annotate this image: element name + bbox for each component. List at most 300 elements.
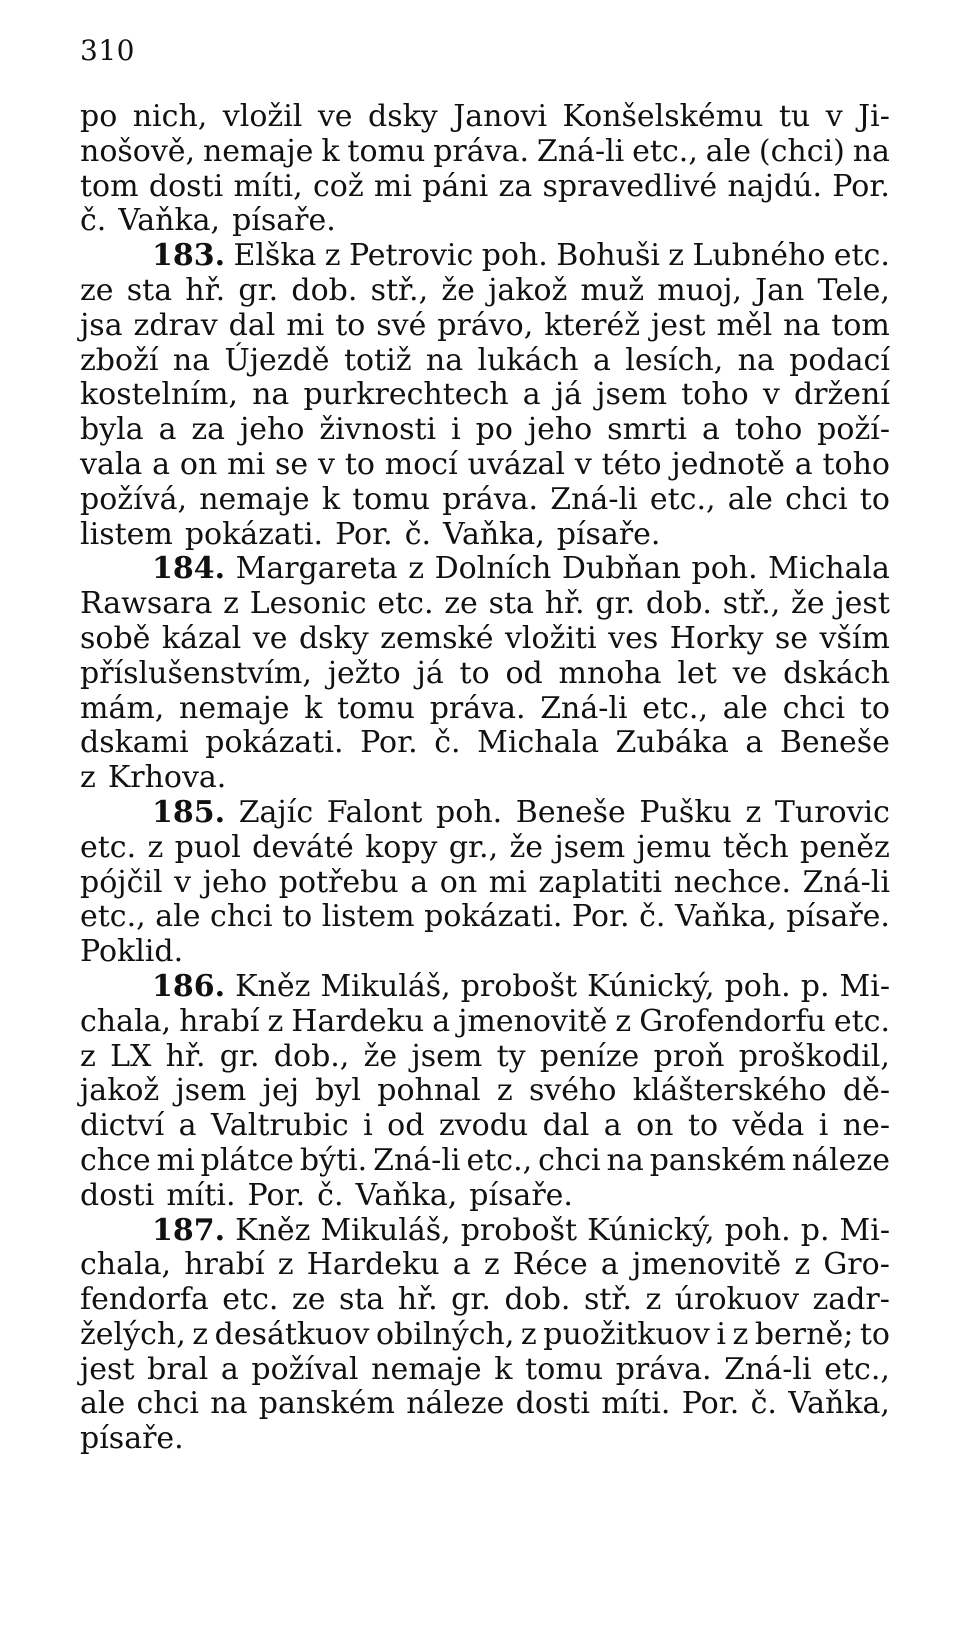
word: on — [636, 1108, 674, 1144]
word: uvázal — [467, 446, 565, 482]
word: č. — [80, 203, 107, 239]
word: a — [432, 1003, 451, 1039]
word: p. — [800, 968, 830, 1004]
word: dosti — [515, 1386, 590, 1422]
word: na — [606, 1142, 644, 1178]
text-line — [80, 831, 890, 866]
word: sobě — [80, 620, 151, 656]
word: příslušenstvím, — [80, 655, 312, 691]
word: chci — [136, 1386, 200, 1422]
word: i — [818, 1108, 829, 1144]
word: jmenovitě — [458, 1003, 608, 1039]
word: z — [80, 1038, 96, 1074]
word: ale — [722, 690, 768, 726]
word: Mi- — [839, 1212, 890, 1248]
word: držení — [793, 377, 890, 413]
word: z — [520, 1316, 537, 1352]
word: probošt — [460, 968, 578, 1004]
word: Beneše — [779, 725, 890, 761]
word: muž — [580, 272, 645, 308]
word: jsem — [554, 829, 626, 865]
word: etc. — [80, 829, 137, 865]
text-line — [80, 900, 890, 935]
word: náleze — [406, 1386, 505, 1422]
word: poží- — [817, 412, 890, 448]
word: z — [80, 760, 96, 796]
word: muoj, — [657, 272, 742, 308]
word: lesích, — [625, 342, 724, 378]
text-line — [80, 448, 890, 483]
word: ale — [705, 133, 751, 169]
word: Gro- — [823, 1247, 890, 1283]
word: Zná-li — [540, 690, 628, 726]
word: mi — [227, 446, 266, 482]
word: č. — [750, 1386, 777, 1422]
word: náleze — [791, 1142, 890, 1178]
page-number: 310 — [80, 34, 135, 67]
text-line — [80, 135, 890, 170]
word: kostelním, — [80, 377, 238, 413]
word: poh. — [724, 1212, 791, 1248]
word: dictví — [80, 1108, 165, 1144]
word: k — [321, 481, 341, 517]
word: lukách — [477, 342, 579, 378]
word: byla — [80, 412, 144, 448]
word: tomu — [525, 1351, 604, 1387]
word: písaře. — [232, 203, 336, 239]
word: pójčil — [80, 864, 163, 900]
word: Réce — [512, 1247, 588, 1283]
word: spravedlivé — [542, 168, 718, 204]
word: těch — [722, 829, 789, 865]
word: jeho — [202, 864, 268, 900]
word: jemu — [636, 829, 712, 865]
word: Zná-li — [373, 1142, 461, 1178]
word: této — [601, 446, 662, 482]
word: což — [312, 168, 364, 204]
word: z — [324, 238, 341, 274]
word: to — [344, 446, 375, 482]
word: a — [452, 1247, 471, 1283]
word: č. — [317, 1177, 344, 1213]
word: Beneše — [515, 794, 626, 830]
word: Rawsara — [80, 586, 213, 622]
word: nemaje — [202, 133, 314, 169]
word: v — [318, 446, 335, 482]
word: tom — [831, 307, 890, 343]
word: jeho — [527, 412, 593, 448]
text-line — [80, 1109, 890, 1144]
word: dosti — [148, 168, 224, 204]
word: Janovi — [453, 99, 548, 134]
word: se — [774, 620, 809, 656]
text-line — [80, 657, 890, 692]
word: chce — [80, 1142, 151, 1178]
word: a — [794, 446, 813, 482]
word: Konšelskému — [562, 99, 764, 134]
text-line — [80, 239, 890, 274]
word: v — [574, 446, 592, 482]
word: Kněz — [235, 1212, 311, 1248]
word: stř. — [583, 1282, 632, 1318]
word: na — [252, 377, 290, 413]
word: Horky — [669, 620, 764, 656]
word: že — [441, 272, 475, 308]
word: z — [645, 1282, 662, 1318]
word: toho — [822, 446, 890, 482]
word: desátkuov — [214, 1316, 370, 1352]
text-line — [80, 1318, 890, 1353]
word: míti. — [601, 1386, 671, 1422]
word: dskách — [783, 655, 890, 691]
word: želých, — [80, 1316, 186, 1352]
word: dskami — [80, 725, 189, 761]
word: z — [483, 1247, 500, 1283]
text-line — [80, 970, 890, 1005]
word: z — [147, 829, 164, 865]
word: dob. — [645, 586, 712, 622]
word: věda — [732, 1108, 805, 1144]
word: od — [387, 1108, 425, 1144]
word: mi — [488, 864, 527, 900]
word: ves — [608, 620, 659, 656]
word: stř., — [370, 272, 429, 308]
word: hř. — [397, 1282, 438, 1318]
word: z — [615, 1003, 632, 1039]
word: jsa — [80, 307, 123, 343]
word: hrabí — [179, 1003, 260, 1039]
word: Kúnický, — [587, 1212, 715, 1248]
word: Zná-li — [550, 481, 638, 517]
word: obilných, — [375, 1316, 515, 1352]
word: etc. — [222, 1282, 279, 1318]
word: č. — [434, 725, 461, 761]
word: nemaje — [179, 690, 290, 726]
word: toho — [681, 377, 749, 413]
document-body — [80, 100, 890, 1457]
word: bral — [147, 1351, 209, 1387]
word: zdrav — [133, 307, 218, 343]
word: tomu — [352, 481, 431, 517]
word: ne- — [842, 1108, 890, 1144]
word: sta — [126, 272, 173, 308]
word: a — [152, 446, 171, 482]
word: stř., — [722, 586, 781, 622]
word: Falont — [326, 794, 423, 830]
word: poh. — [724, 968, 791, 1004]
word: p. — [800, 1212, 830, 1248]
word: to — [335, 307, 366, 343]
word: gr. — [219, 1038, 260, 1074]
word: dě- — [842, 1073, 890, 1109]
word: etc., — [649, 481, 716, 517]
word: zadr- — [812, 1282, 890, 1318]
word: Vaňka, — [674, 899, 777, 935]
word: etc. — [833, 238, 890, 274]
word: z — [192, 1316, 209, 1352]
word: ze — [80, 272, 114, 308]
word: požíval — [251, 1351, 359, 1387]
word: etc. — [377, 586, 434, 622]
word: a — [522, 377, 541, 413]
word: mám, — [80, 690, 165, 726]
word: Vaňka, — [443, 516, 545, 552]
entry-number: 185. — [152, 794, 226, 830]
word: ve — [317, 99, 353, 134]
word: chala, — [80, 1003, 172, 1039]
word: i — [363, 1108, 373, 1144]
word: mi — [373, 168, 412, 204]
word: kopy — [365, 829, 438, 865]
word: on — [179, 446, 218, 482]
word: let — [677, 655, 717, 691]
word: jsem — [596, 377, 668, 413]
word: peníze — [539, 1038, 640, 1074]
word: Valtrubic — [210, 1108, 349, 1144]
word: č. — [404, 516, 432, 552]
word: pokázati. — [424, 899, 563, 935]
word: dal — [228, 307, 276, 343]
word: práva. — [429, 690, 526, 726]
word: to — [859, 1316, 890, 1352]
word: páni — [422, 168, 489, 204]
word: Elška — [233, 238, 317, 274]
word: z — [277, 1247, 294, 1283]
word: Pušku — [639, 794, 732, 830]
word: práva. — [442, 481, 539, 517]
word: se — [275, 446, 309, 482]
word: poh. — [691, 551, 758, 587]
word: Krhova. — [107, 760, 227, 796]
word: etc., — [824, 1351, 890, 1387]
word: jej — [262, 1073, 299, 1109]
word: Lesonic — [249, 586, 367, 622]
word: a — [220, 1351, 239, 1387]
entry-number: 187. — [152, 1212, 226, 1248]
word: dal — [542, 1108, 590, 1144]
word: nemaje — [371, 1351, 482, 1387]
word: a — [158, 412, 177, 448]
word: listem — [321, 899, 415, 935]
word: Por. — [247, 1177, 306, 1213]
word: jmenovitě — [631, 1247, 782, 1283]
word: poh. — [436, 794, 503, 830]
text-line — [80, 309, 890, 344]
word: Grofendorfu — [639, 1003, 826, 1039]
word: z — [745, 794, 762, 830]
word: probošt — [460, 1212, 578, 1248]
word: písaře. — [786, 899, 890, 935]
text-line — [80, 170, 890, 205]
word: tu — [778, 99, 811, 134]
word: vložil — [222, 99, 303, 134]
word: k — [494, 1351, 513, 1387]
text-line — [80, 1248, 890, 1283]
word: právo, — [437, 307, 534, 343]
text-line — [80, 274, 890, 309]
word: jest — [835, 586, 890, 622]
word: puol — [174, 829, 241, 865]
word: Bohuši — [556, 238, 660, 274]
word: z — [223, 586, 239, 622]
text-line — [80, 1214, 890, 1249]
word: to — [859, 481, 890, 517]
word: smrti — [607, 412, 688, 448]
word: byl — [315, 1073, 361, 1109]
word: ale — [80, 1386, 126, 1422]
word: poh. — [481, 238, 548, 274]
word: býti. — [299, 1142, 368, 1178]
text-line — [80, 1422, 890, 1457]
text-line — [80, 1387, 890, 1422]
word: nechce. — [673, 864, 791, 900]
word: ve — [252, 620, 288, 656]
word: deváté — [252, 829, 354, 865]
word: z — [267, 1003, 284, 1039]
word: písaře. — [469, 1177, 573, 1213]
word: etc., — [642, 690, 708, 726]
word: dob., — [273, 1038, 350, 1074]
word: ve — [732, 655, 768, 691]
word: a — [603, 1108, 622, 1144]
word: mocí — [384, 446, 458, 482]
word: i — [716, 1316, 726, 1352]
word: na — [852, 133, 890, 169]
word: po — [475, 412, 513, 448]
word: zboží — [80, 342, 159, 378]
word: Por. — [335, 516, 393, 552]
word: potřebu — [278, 864, 399, 900]
word: proškodil, — [738, 1038, 890, 1074]
word: z — [794, 1247, 811, 1283]
word: hrabí — [184, 1247, 265, 1283]
word: nemaje — [199, 481, 310, 517]
text-line — [80, 100, 890, 135]
word: že — [509, 829, 544, 865]
word: to — [282, 899, 313, 935]
word: vala — [80, 446, 143, 482]
text-line — [80, 344, 890, 379]
word: proň — [653, 1038, 725, 1074]
word: mi — [286, 307, 325, 343]
word: Mikuláš, — [320, 1212, 451, 1248]
word: jsem — [175, 1073, 247, 1109]
text-line — [80, 483, 890, 518]
word: tomu — [337, 690, 415, 726]
word: plátce — [200, 1142, 294, 1178]
word: písaře. — [556, 516, 661, 552]
text-line — [80, 552, 890, 587]
word: k — [304, 690, 323, 726]
text-line — [80, 587, 890, 622]
text-line — [80, 761, 890, 796]
word: k — [321, 133, 340, 169]
word: jeho — [240, 412, 305, 448]
text-line — [80, 1040, 890, 1075]
word: míti, — [233, 168, 303, 204]
word: písaře. — [80, 1421, 184, 1457]
word: Mikuláš, — [320, 968, 451, 1004]
word: puožitkuov — [543, 1316, 710, 1352]
word: Tele, — [817, 272, 890, 308]
word: své — [376, 307, 427, 343]
text-line — [80, 692, 890, 727]
word: dsky — [298, 620, 369, 656]
word: totiž — [343, 342, 412, 378]
word: chci — [538, 1142, 601, 1178]
word: a — [410, 864, 429, 900]
word: Zná-li — [536, 133, 625, 169]
word: pokázati. — [205, 725, 344, 761]
word: etc., — [80, 899, 146, 935]
word: Zná-li — [802, 864, 890, 900]
word: nich, — [132, 99, 208, 134]
text-line — [80, 1074, 890, 1109]
word: Vaňka, — [118, 203, 221, 239]
word: a — [745, 725, 764, 761]
word: ale — [155, 899, 201, 935]
word: a — [592, 342, 611, 378]
word: Hardeku — [306, 1247, 440, 1283]
word: jakož — [80, 1073, 160, 1109]
entry-number: 184. — [152, 551, 226, 587]
word: chci — [210, 899, 273, 935]
word: Mi- — [839, 968, 890, 1004]
word: (chci) — [758, 133, 845, 169]
text-line — [80, 1353, 890, 1388]
word: ale — [727, 481, 773, 517]
word: ze — [444, 586, 478, 622]
word: dob. — [291, 272, 358, 308]
word: já — [416, 655, 444, 691]
text-line — [80, 866, 890, 901]
word: od — [505, 655, 543, 691]
word: Jan — [755, 272, 805, 308]
word: pokázati. — [184, 516, 324, 552]
word: jest — [651, 307, 706, 343]
word: že — [363, 1038, 398, 1074]
word: Zajíc — [238, 794, 314, 830]
word: fendorfa — [80, 1282, 209, 1318]
text-line — [80, 1179, 890, 1214]
word: na — [783, 307, 821, 343]
word: etc., — [466, 1142, 533, 1178]
text-line — [80, 1144, 890, 1179]
word: chala, — [80, 1247, 172, 1283]
word: Margareta — [235, 551, 398, 587]
word: Poklid. — [80, 934, 184, 970]
word: podací — [789, 342, 890, 378]
word: Hardeku — [291, 1003, 425, 1039]
word: já — [554, 377, 583, 413]
word: nošově, — [80, 133, 196, 169]
word: tom — [80, 168, 139, 204]
word: sta — [338, 1282, 385, 1318]
text-line — [80, 378, 890, 413]
text-line — [80, 413, 890, 448]
word: a — [600, 1247, 619, 1283]
word: sta — [488, 586, 534, 622]
word: v — [762, 377, 780, 413]
word: hř. — [185, 272, 226, 308]
word: Lubného — [692, 238, 826, 274]
word: jest — [80, 1351, 135, 1387]
word: panském — [258, 1386, 395, 1422]
word: dosti — [80, 1177, 155, 1213]
word: etc. — [833, 1003, 890, 1039]
word: požívá, — [80, 481, 188, 517]
word: Zná-li — [724, 1351, 812, 1387]
